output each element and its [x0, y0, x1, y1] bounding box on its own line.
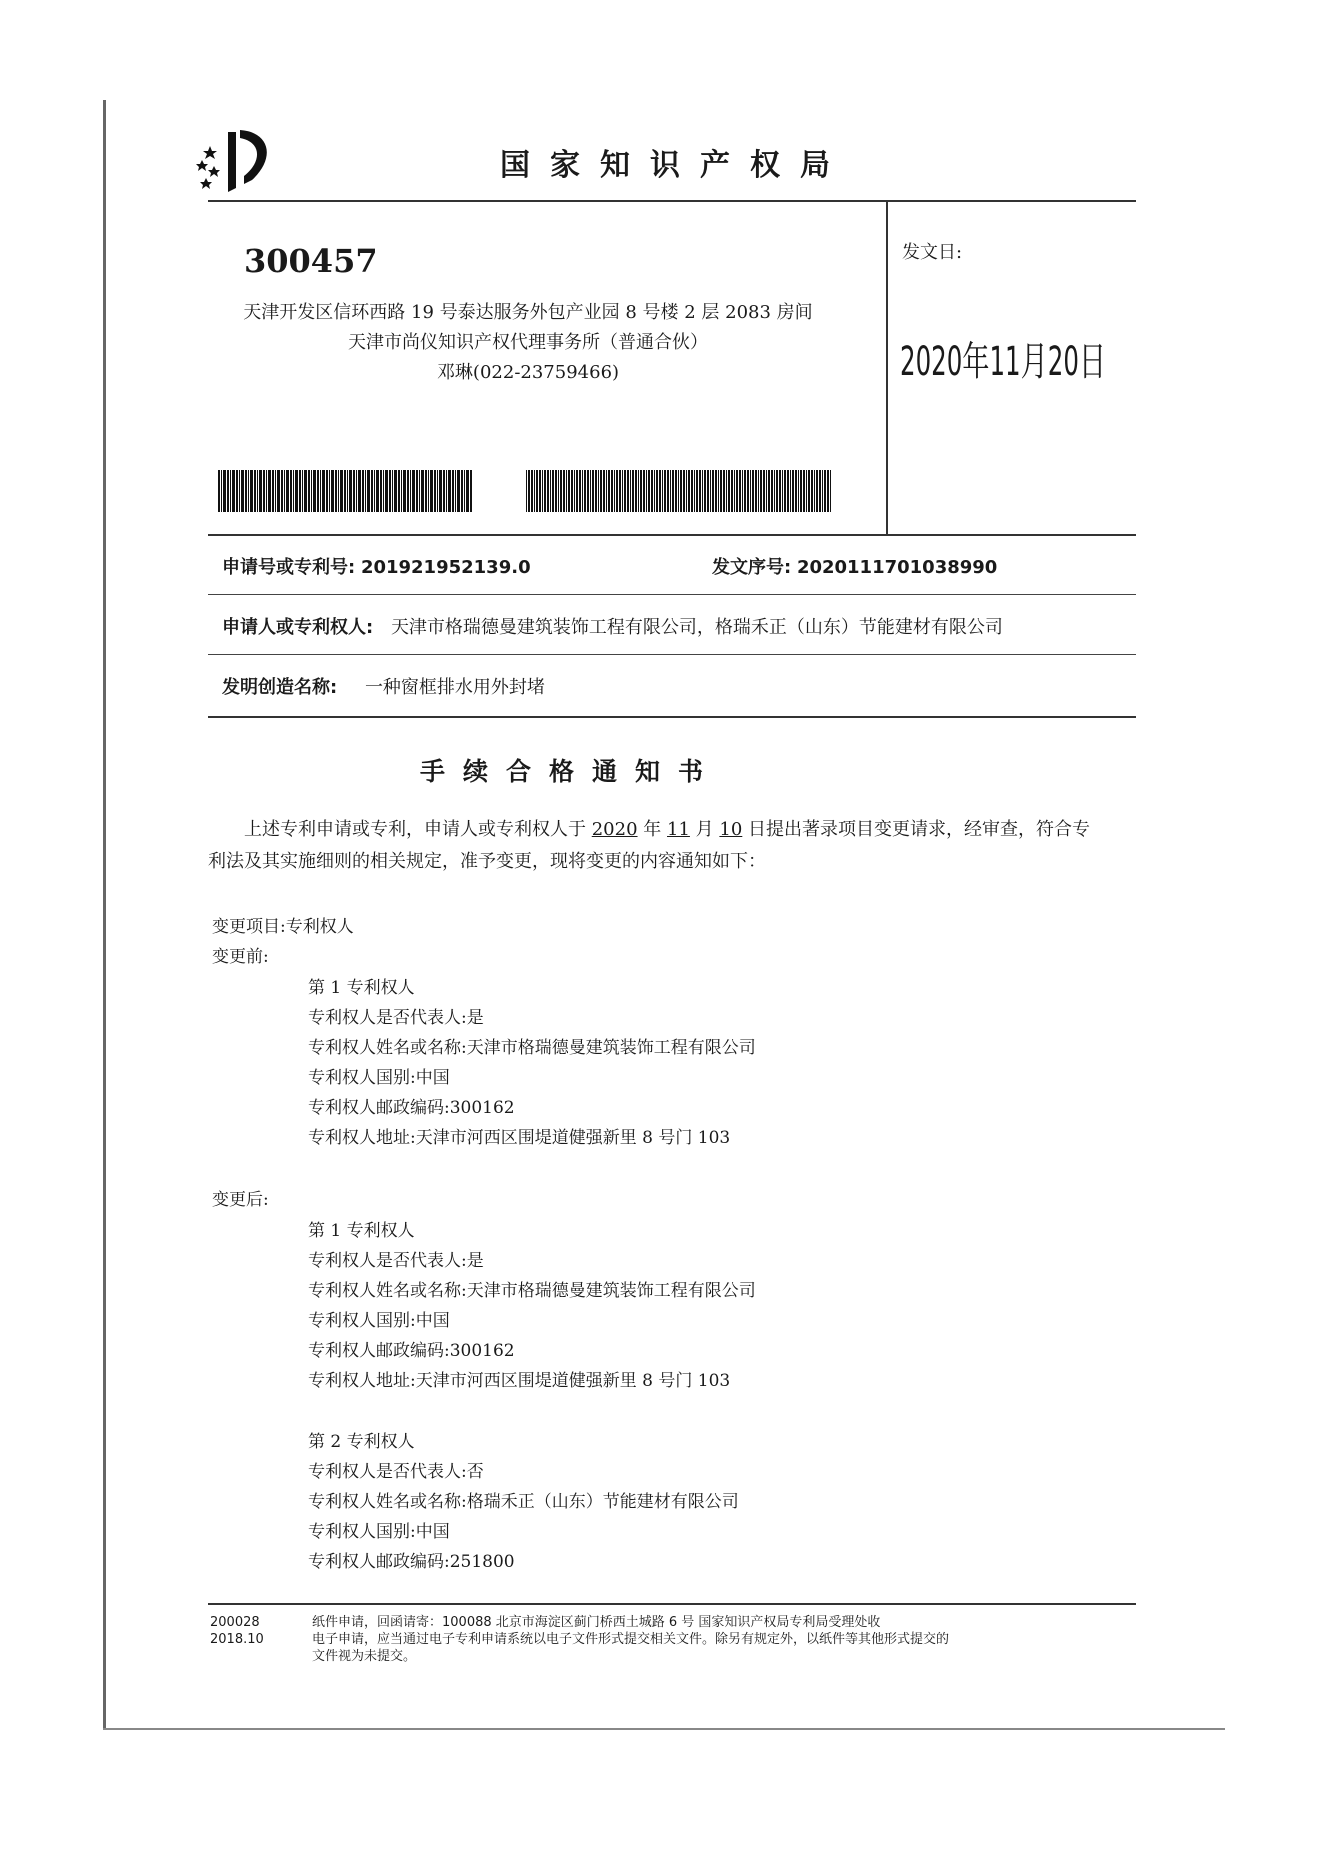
notice-text-a: 上述专利申请或专利，申请人或专利权人于: [244, 819, 586, 840]
star-icon: [208, 166, 220, 177]
notice-title: 手续合格通知书: [420, 757, 722, 786]
bottom-border: [103, 1728, 1225, 1730]
owner-name: 专利权人姓名或名称:格瑞禾正（山东）节能建材有限公司: [308, 1492, 739, 1512]
rule-4: [208, 716, 1136, 718]
after-label: 变更后:: [212, 1190, 269, 1210]
owner-zip: 专利权人邮政编码:251800: [308, 1552, 515, 1572]
application-number-label: 申请号或专利号:: [222, 557, 356, 578]
serial-number-field: [712, 553, 997, 579]
serial-number-value: 2020111701038990: [796, 557, 998, 578]
rule-3: [208, 654, 1136, 655]
star-icon: [200, 178, 212, 189]
change-item: 变更项目:专利权人: [212, 917, 354, 937]
form-date: 2018.10: [210, 1632, 264, 1647]
year-unit: 年: [643, 819, 662, 840]
cnipa-logo-icon: [192, 118, 282, 198]
owner-heading: 第 1 专利权人: [308, 1221, 415, 1241]
notice-text-b: 日提出著录项目变更请求，经审查，符合专: [748, 819, 1091, 840]
footer-rule: [208, 1603, 1136, 1605]
application-number-field: [222, 553, 531, 579]
owner-name: 专利权人姓名或名称:天津市格瑞德曼建筑装饰工程有限公司: [308, 1281, 756, 1301]
notice-paragraph: [208, 815, 1136, 845]
serial-number-label: 发文序号:: [712, 557, 792, 578]
dispatch-date-value: 2020年11月20日: [900, 339, 1107, 385]
invention-value: 一种窗框排水用外封堵: [364, 677, 545, 698]
star-icon: [196, 160, 208, 171]
postcode: 300457: [244, 242, 378, 280]
owner-zip: 专利权人邮政编码:300162: [308, 1341, 515, 1361]
header-rule: [208, 200, 1136, 202]
footer-line-2: 电子申请，应当通过电子专利申请系统以电子文件形式提交相关文件。除另有规定外，以纸件等其他形式提交的: [312, 1632, 950, 1647]
applicant-label: 申请人或专利权人:: [222, 617, 374, 638]
owner-address: 专利权人地址:天津市河西区围堤道健强新里 8 号门 103: [308, 1128, 731, 1148]
rule-1: [208, 534, 1136, 536]
dispatch-date-label: 发文日:: [902, 242, 963, 263]
invention-field: [222, 673, 545, 699]
column-divider: [886, 200, 888, 534]
owner-rep: 专利权人是否代表人:否: [308, 1462, 484, 1482]
left-border: [103, 100, 106, 1730]
before-label: 变更前:: [212, 947, 269, 967]
request-year: 2020: [591, 819, 638, 840]
application-number-value: 201921952139.0: [360, 557, 531, 578]
applicant-value: 天津市格瑞德曼建筑装饰工程有限公司，格瑞禾正（山东）节能建材有限公司: [390, 617, 1003, 638]
request-day: 10: [719, 819, 743, 840]
owner-rep: 专利权人是否代表人:是: [308, 1008, 484, 1028]
footer-line-3: 文件视为未提交。: [312, 1649, 417, 1664]
rule-2: [208, 594, 1136, 595]
owner-country: 专利权人国别:中国: [308, 1068, 450, 1088]
owner-address: 专利权人地址:天津市河西区围堤道健强新里 8 号门 103: [308, 1371, 731, 1391]
notice-paragraph-line2: 利法及其实施细则的相关规定，准予变更，现将变更的内容通知如下：: [208, 851, 766, 872]
month-unit: 月: [695, 819, 714, 840]
owner-name: 专利权人姓名或名称:天津市格瑞德曼建筑装饰工程有限公司: [308, 1038, 756, 1058]
star-icon: [203, 146, 217, 159]
barcode-left: [218, 470, 472, 512]
applicant-field: [222, 613, 1003, 639]
recipient-address: 天津开发区信环西路 19 号泰达服务外包产业园 8 号楼 2 层 2083 房间: [243, 302, 813, 323]
page-title: 国家知识产权局: [500, 148, 850, 183]
form-code: 200028: [210, 1615, 260, 1630]
invention-label: 发明创造名称:: [222, 677, 338, 698]
owner-heading: 第 1 专利权人: [308, 978, 415, 998]
footer-line-1: 纸件申请，回函请寄：100088 北京市海淀区蓟门桥西土城路 6 号 国家知识产权局专利局受理处收: [312, 1615, 881, 1630]
owner-rep: 专利权人是否代表人:是: [308, 1251, 484, 1271]
owner-country: 专利权人国别:中国: [308, 1311, 450, 1331]
request-month: 11: [667, 819, 690, 840]
recipient-agency: 天津市尚仪知识产权代理事务所（普通合伙）: [348, 332, 708, 353]
owner-country: 专利权人国别:中国: [308, 1522, 450, 1542]
barcode-right: [526, 470, 832, 512]
owner-heading: 第 2 专利权人: [308, 1432, 415, 1452]
recipient-contact: 邓琳(022-23759466): [436, 362, 620, 383]
owner-zip: 专利权人邮政编码:300162: [308, 1098, 515, 1118]
